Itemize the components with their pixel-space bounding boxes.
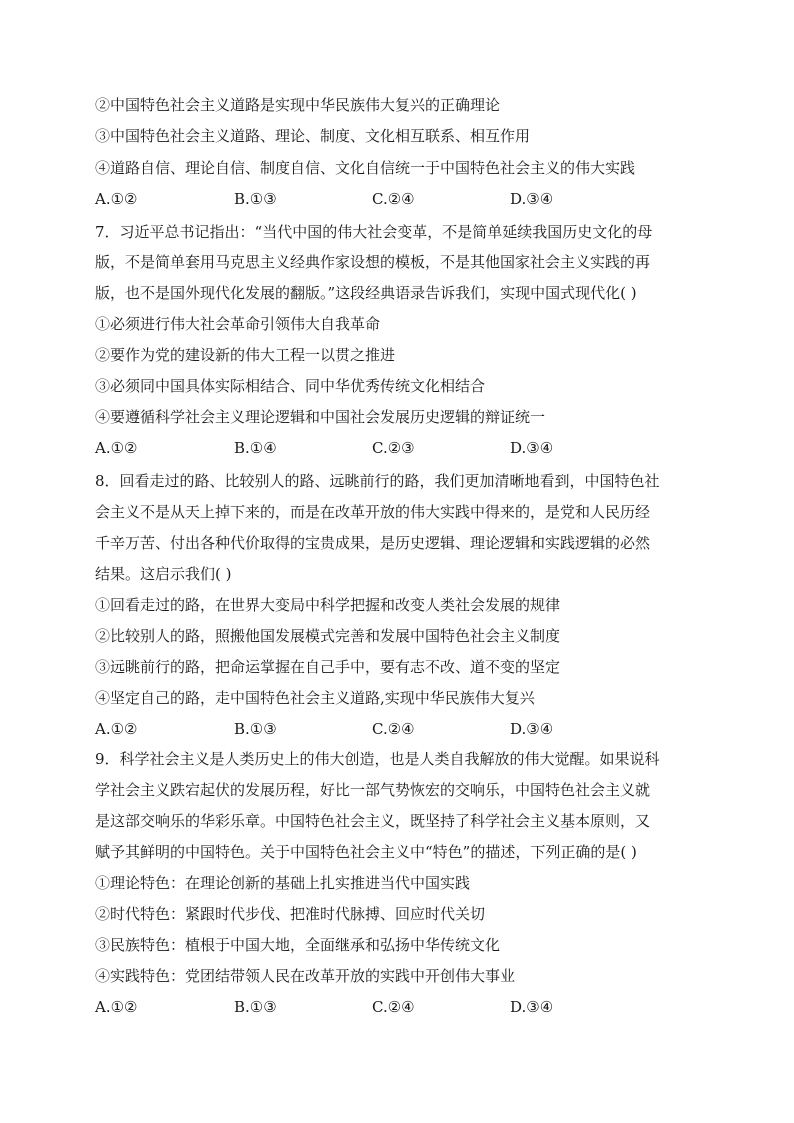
option-b[interactable]: B.①④ bbox=[234, 439, 277, 457]
statement: ②要作为党的建设新的伟大工程一以贯之推进 bbox=[95, 346, 396, 364]
option-c[interactable]: C.②④ bbox=[372, 190, 415, 208]
statement: ①理论特色：在理论创新的基础上扎实推进当代中国实践 bbox=[95, 874, 471, 892]
statement: ④实践特色：党团结带领人民在改革开放的实践中开创伟大事业 bbox=[95, 967, 516, 985]
statement: ②时代特色：紧跟时代步伐、把准时代脉搏、回应时代关切 bbox=[95, 905, 486, 923]
question-stem: 结果。这启示我们( ) bbox=[95, 565, 232, 583]
option-c[interactable]: C.②④ bbox=[372, 998, 415, 1016]
question-stem: 7．习近平总书记指出：“当代中国的伟大社会变革，不是简单延续我国历史文化的母 bbox=[95, 223, 653, 241]
statement: ②中国特色社会主义道路是实现中华民族伟大复兴的正确理论 bbox=[95, 96, 501, 114]
question-stem: 学社会主义跌宕起伏的发展历程，好比一部气势恢宏的交响乐，中国特色社会主义就 bbox=[95, 781, 651, 799]
question-stem: 9．科学社会主义是人类历史上的伟大创造，也是人类自我解放的伟大觉醒。如果说科 bbox=[95, 750, 660, 768]
question-stem: 会主义不是从天上掉下来的，而是在改革开放的伟大实践中得来的，是党和人民历经 bbox=[95, 503, 651, 521]
statement: ③必须同中国具体实际相结合、同中华优秀传统文化相结合 bbox=[95, 377, 486, 395]
statement: ④道路自信、理论自信、制度自信、文化自信统一于中国特色社会主义的伟大实践 bbox=[95, 159, 636, 177]
option-c[interactable]: C.②④ bbox=[372, 720, 415, 738]
option-a[interactable]: A.①② bbox=[95, 190, 138, 208]
option-a[interactable]: A.①② bbox=[95, 439, 138, 457]
question-stem: 赋予其鲜明的中国特色。关于中国特色社会主义中“特色”的描述，下列正确的是( ) bbox=[95, 843, 637, 861]
statement: ④坚定自己的路，走中国特色社会主义道路,实现中华民族伟大复兴 bbox=[95, 689, 535, 707]
statement: ③中国特色社会主义道路、理论、制度、文化相互联系、相互作用 bbox=[95, 127, 531, 145]
option-a[interactable]: A.①② bbox=[95, 720, 138, 738]
option-d[interactable]: D.③④ bbox=[510, 720, 554, 738]
question-stem: 版，也不是国外现代化发展的翻版。”这段经典语录告诉我们，实现中国式现代化( ) bbox=[95, 284, 637, 302]
option-d[interactable]: D.③④ bbox=[510, 439, 554, 457]
statement: ②比较别人的路，照搬他国发展模式完善和发展中国特色社会主义制度 bbox=[95, 627, 561, 645]
statement: ③远眺前行的路，把命运掌握在自己手中，要有志不改、道不变的坚定 bbox=[95, 658, 561, 676]
statement: ④要遵循科学社会主义理论逻辑和中国社会发展历史逻辑的辩证统一 bbox=[95, 408, 546, 426]
option-d[interactable]: D.③④ bbox=[510, 998, 554, 1016]
statement: ①回看走过的路，在世界大变局中科学把握和改变人类社会发展的规律 bbox=[95, 596, 561, 614]
option-b[interactable]: B.①③ bbox=[234, 998, 277, 1016]
statement: ①必须进行伟大社会革命引领伟大自我革命 bbox=[95, 315, 381, 333]
question-stem: 版，不是简单套用马克思主义经典作家设想的模板，不是其他国家社会主义实践的再 bbox=[95, 253, 651, 271]
question-stem: 千辛万苦、付出各种代价取得的宝贵成果，是历史逻辑、理论逻辑和实践逻辑的必然 bbox=[95, 534, 651, 552]
option-c[interactable]: C.②③ bbox=[372, 439, 415, 457]
option-b[interactable]: B.①③ bbox=[234, 720, 277, 738]
question-stem: 8．回看走过的路、比较别人的路、远眺前行的路，我们更加清晰地看到，中国特色社 bbox=[95, 472, 660, 490]
statement: ③民族特色：植根于中国大地，全面继承和弘扬中华传统文化 bbox=[95, 936, 501, 954]
option-b[interactable]: B.①③ bbox=[234, 190, 277, 208]
option-d[interactable]: D.③④ bbox=[510, 190, 554, 208]
option-a[interactable]: A.①② bbox=[95, 998, 138, 1016]
question-stem: 是这部交响乐的华彩乐章。中国特色社会主义，既坚持了科学社会主义基本原则，又 bbox=[95, 812, 651, 830]
